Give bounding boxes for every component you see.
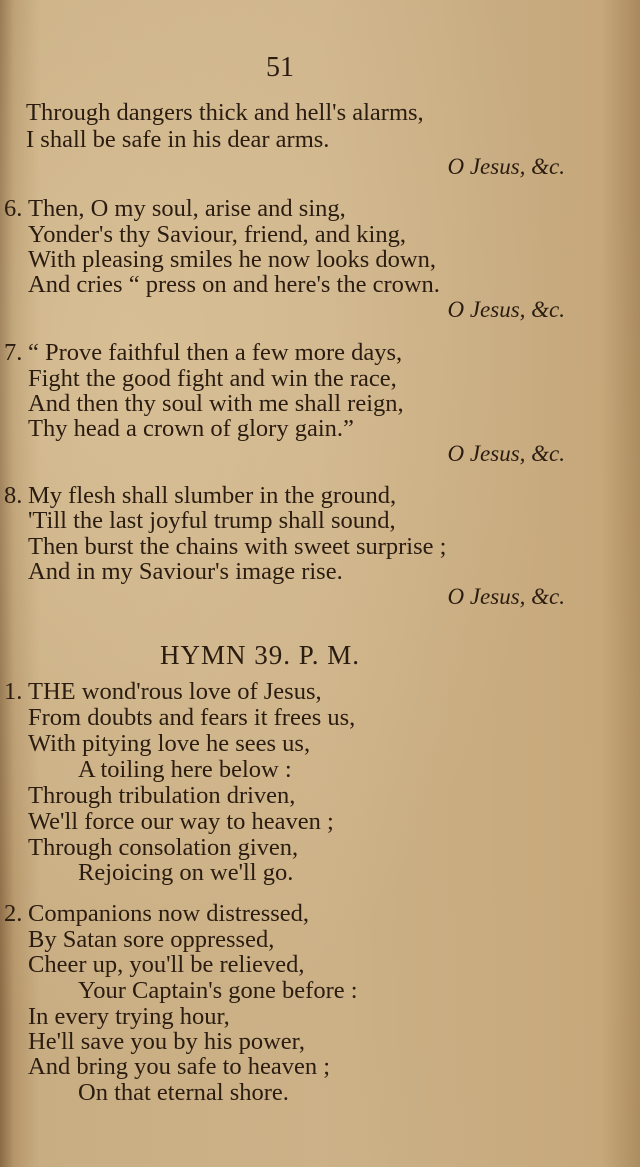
verse-line: We'll force our way to heaven ; — [28, 808, 334, 835]
verse-line: Then, O my soul, arise and sing, — [28, 195, 346, 222]
verse-line: Through tribulation driven, — [28, 782, 296, 809]
verse-line: Cheer up, you'll be relieved, — [28, 951, 305, 978]
verse-line: THE wond'rous love of Jesus, — [28, 678, 322, 705]
verse-line: In every trying hour, — [28, 1003, 230, 1030]
chorus-refrain: O Jesus, &c. — [447, 297, 565, 322]
verse-line: He'll save you by his power, — [28, 1028, 305, 1055]
hymn-title: HYMN 39. P. M. — [160, 640, 361, 670]
verse-line: My flesh shall slumber in the ground, — [28, 482, 397, 509]
verse-line: “ Prove faithful then a few more days, — [28, 339, 403, 366]
verse-line: Your Captain's gone before : — [78, 977, 358, 1004]
chorus-refrain: O Jesus, &c. — [447, 154, 565, 179]
verse-line: By Satan sore oppressed, — [28, 926, 275, 953]
verse-line: And bring you safe to heaven ; — [28, 1053, 331, 1080]
verse-line: Thy head a crown of glory gain.” — [28, 415, 354, 442]
page-number: 51 — [266, 52, 294, 83]
verse-line: 'Till the last joyful trump shall sound, — [28, 507, 396, 534]
verse-line: And cries “ press on and here's the crown. — [28, 271, 440, 298]
verse-line: Fight the good fight and win the race, — [28, 365, 397, 392]
verse-line: Through consolation given, — [28, 834, 299, 861]
verse-number: 2. — [4, 900, 23, 927]
verse-number: 6. — [4, 195, 23, 222]
verse-number: 7. — [4, 339, 23, 366]
verse-line: Rejoicing on we'll go. — [78, 859, 294, 886]
verse-number: 8. — [4, 482, 23, 509]
verse-line: And then thy soul with me shall reign, — [28, 390, 404, 417]
verse-line: Companions now distressed, — [28, 900, 310, 927]
chorus-refrain: O Jesus, &c. — [447, 441, 565, 466]
verse-line: Then burst the chains with sweet surprise ; — [28, 533, 447, 560]
chorus-refrain: O Jesus, &c. — [447, 584, 565, 609]
verse-line: From doubts and fears it frees us, — [28, 704, 356, 731]
verse-line: On that eternal shore. — [78, 1079, 289, 1106]
verse-line: With pitying love he sees us, — [28, 730, 311, 757]
continuation-line: Through dangers thick and hell's alarms, — [26, 99, 424, 126]
verse-line: A toiling here below : — [78, 756, 292, 783]
verse-number: 1. — [4, 678, 23, 705]
continuation-line: I shall be safe in his dear arms. — [26, 126, 330, 153]
verse-line: And in my Saviour's image rise. — [28, 558, 343, 585]
verse-line: With pleasing smiles he now looks down, — [28, 246, 436, 273]
verse-line: Yonder's thy Saviour, friend, and king, — [28, 221, 406, 248]
